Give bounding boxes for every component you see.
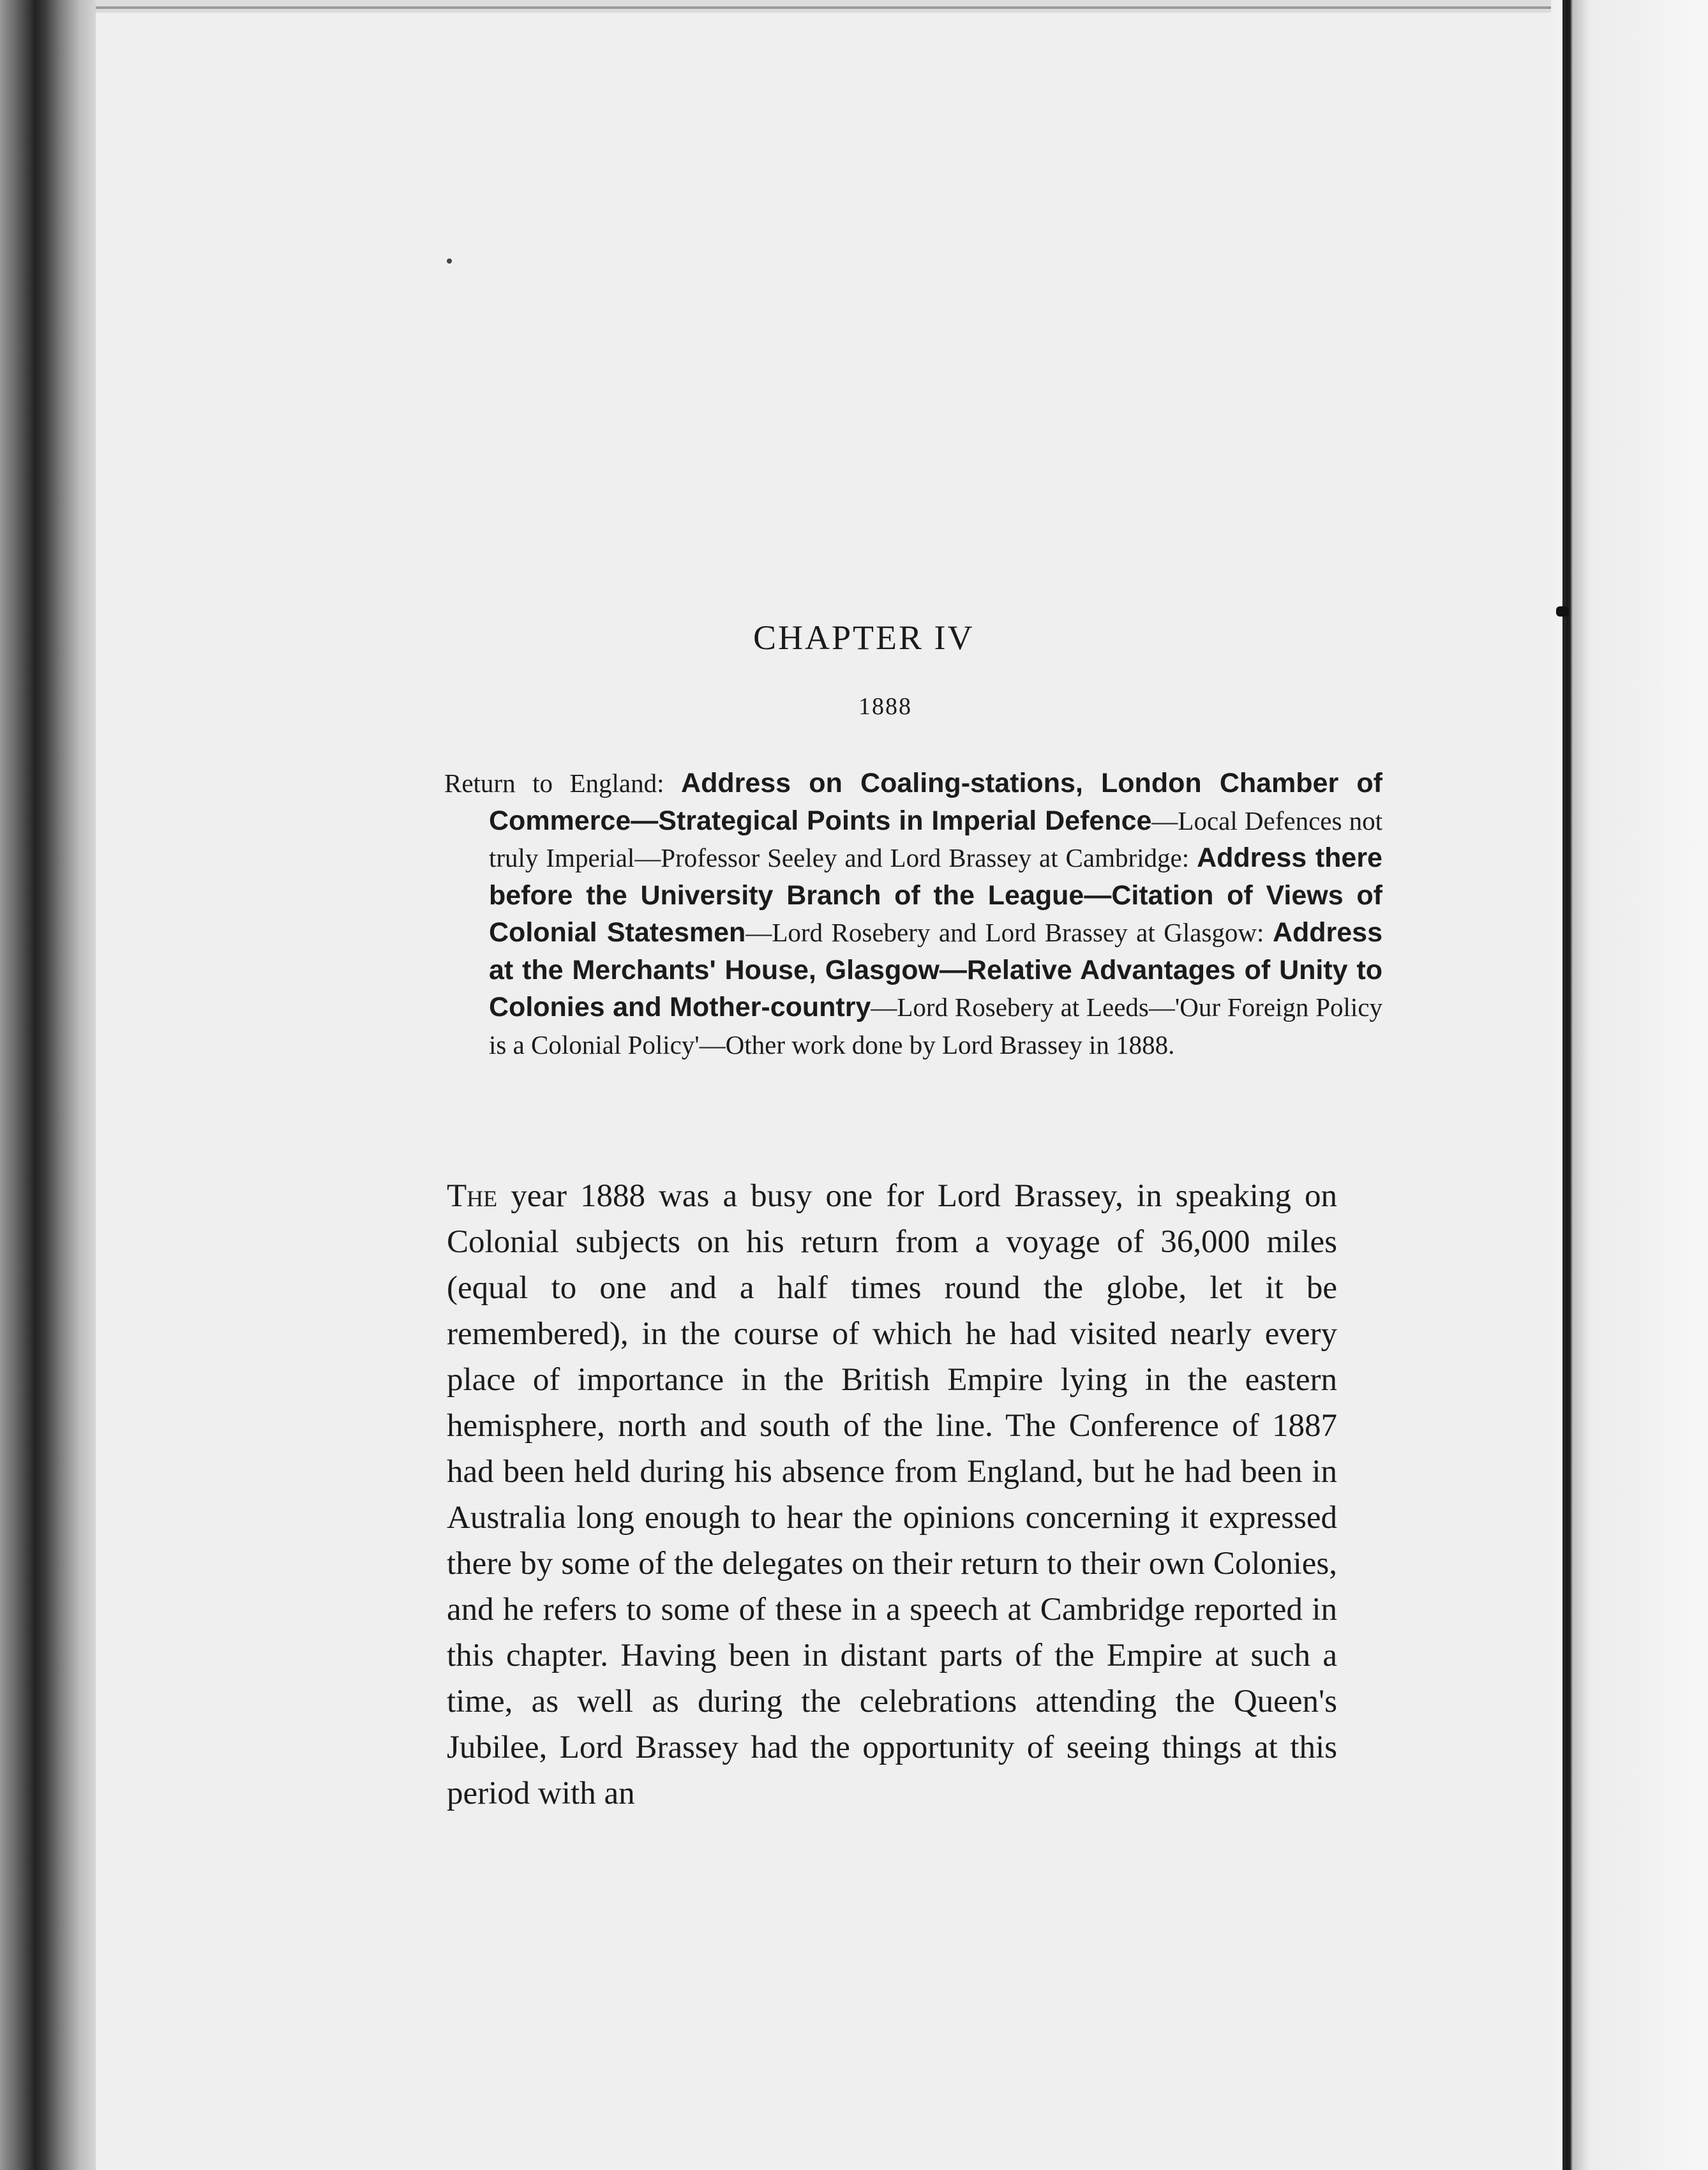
- body-paragraph: [447, 1173, 1337, 1816]
- synopsis-segment: —Lord Rosebery at Leeds—'Our Foreign Policy is a Colonial Policy'—Other work done by Lord Brassey in 1888.: [489, 992, 1383, 1059]
- synopsis-segment-bold: Address there before the University Branch of the League—Citation of Views of Colonial Statesmen: [489, 842, 1382, 948]
- synopsis-segment-bold: Address on Coaling-stations, London Chamber of Commerce—Strategical Points in Imperial Defence: [489, 768, 1382, 836]
- synopsis-segment: —Lord Rosebery and Lord Brassey at Glasgow:: [745, 918, 1273, 947]
- opening-word: The: [447, 1178, 498, 1214]
- body-text: year 1888 was a busy one for Lord Brassey, in speaking on Colonial subjects on his return from a voyage of 36,000 miles (equal to one and a half times round the globe, let it be remembered), in the course of which he had visited nearly every place of importance in the British Empire lying in the eastern hemisphere, north and south of the line. The Conference of 1887 had been held during his absence from England, but he had been in Australia long enough to hear the opinions concerning it expressed there by some of the delegates on their return to their own Colonies, and he refers to some of these in a speech at Cambridge reported in this chapter. Having been in distant parts of the Empire at such a time, as well as during the celebrations attending the Queen's Jubilee, Lord Brassey had the opportunity of seeing things at this period with an: [447, 1178, 1337, 1811]
- synopsis-segment: Return to England:: [444, 768, 682, 798]
- chapter-year: 1888: [858, 693, 912, 720]
- chapter-title: CHAPTER IV: [753, 618, 975, 657]
- synopsis-segment: —Local Defences not truly Imperial—Professor Seeley and Lord Brassey at Cambridge:: [489, 805, 1382, 872]
- chapter-synopsis: [444, 765, 1382, 1063]
- synopsis-segment-bold: Address at the Merchants' House, Glasgow—Relative Advantages of Unity to Colonies and Mother-country: [489, 917, 1383, 1022]
